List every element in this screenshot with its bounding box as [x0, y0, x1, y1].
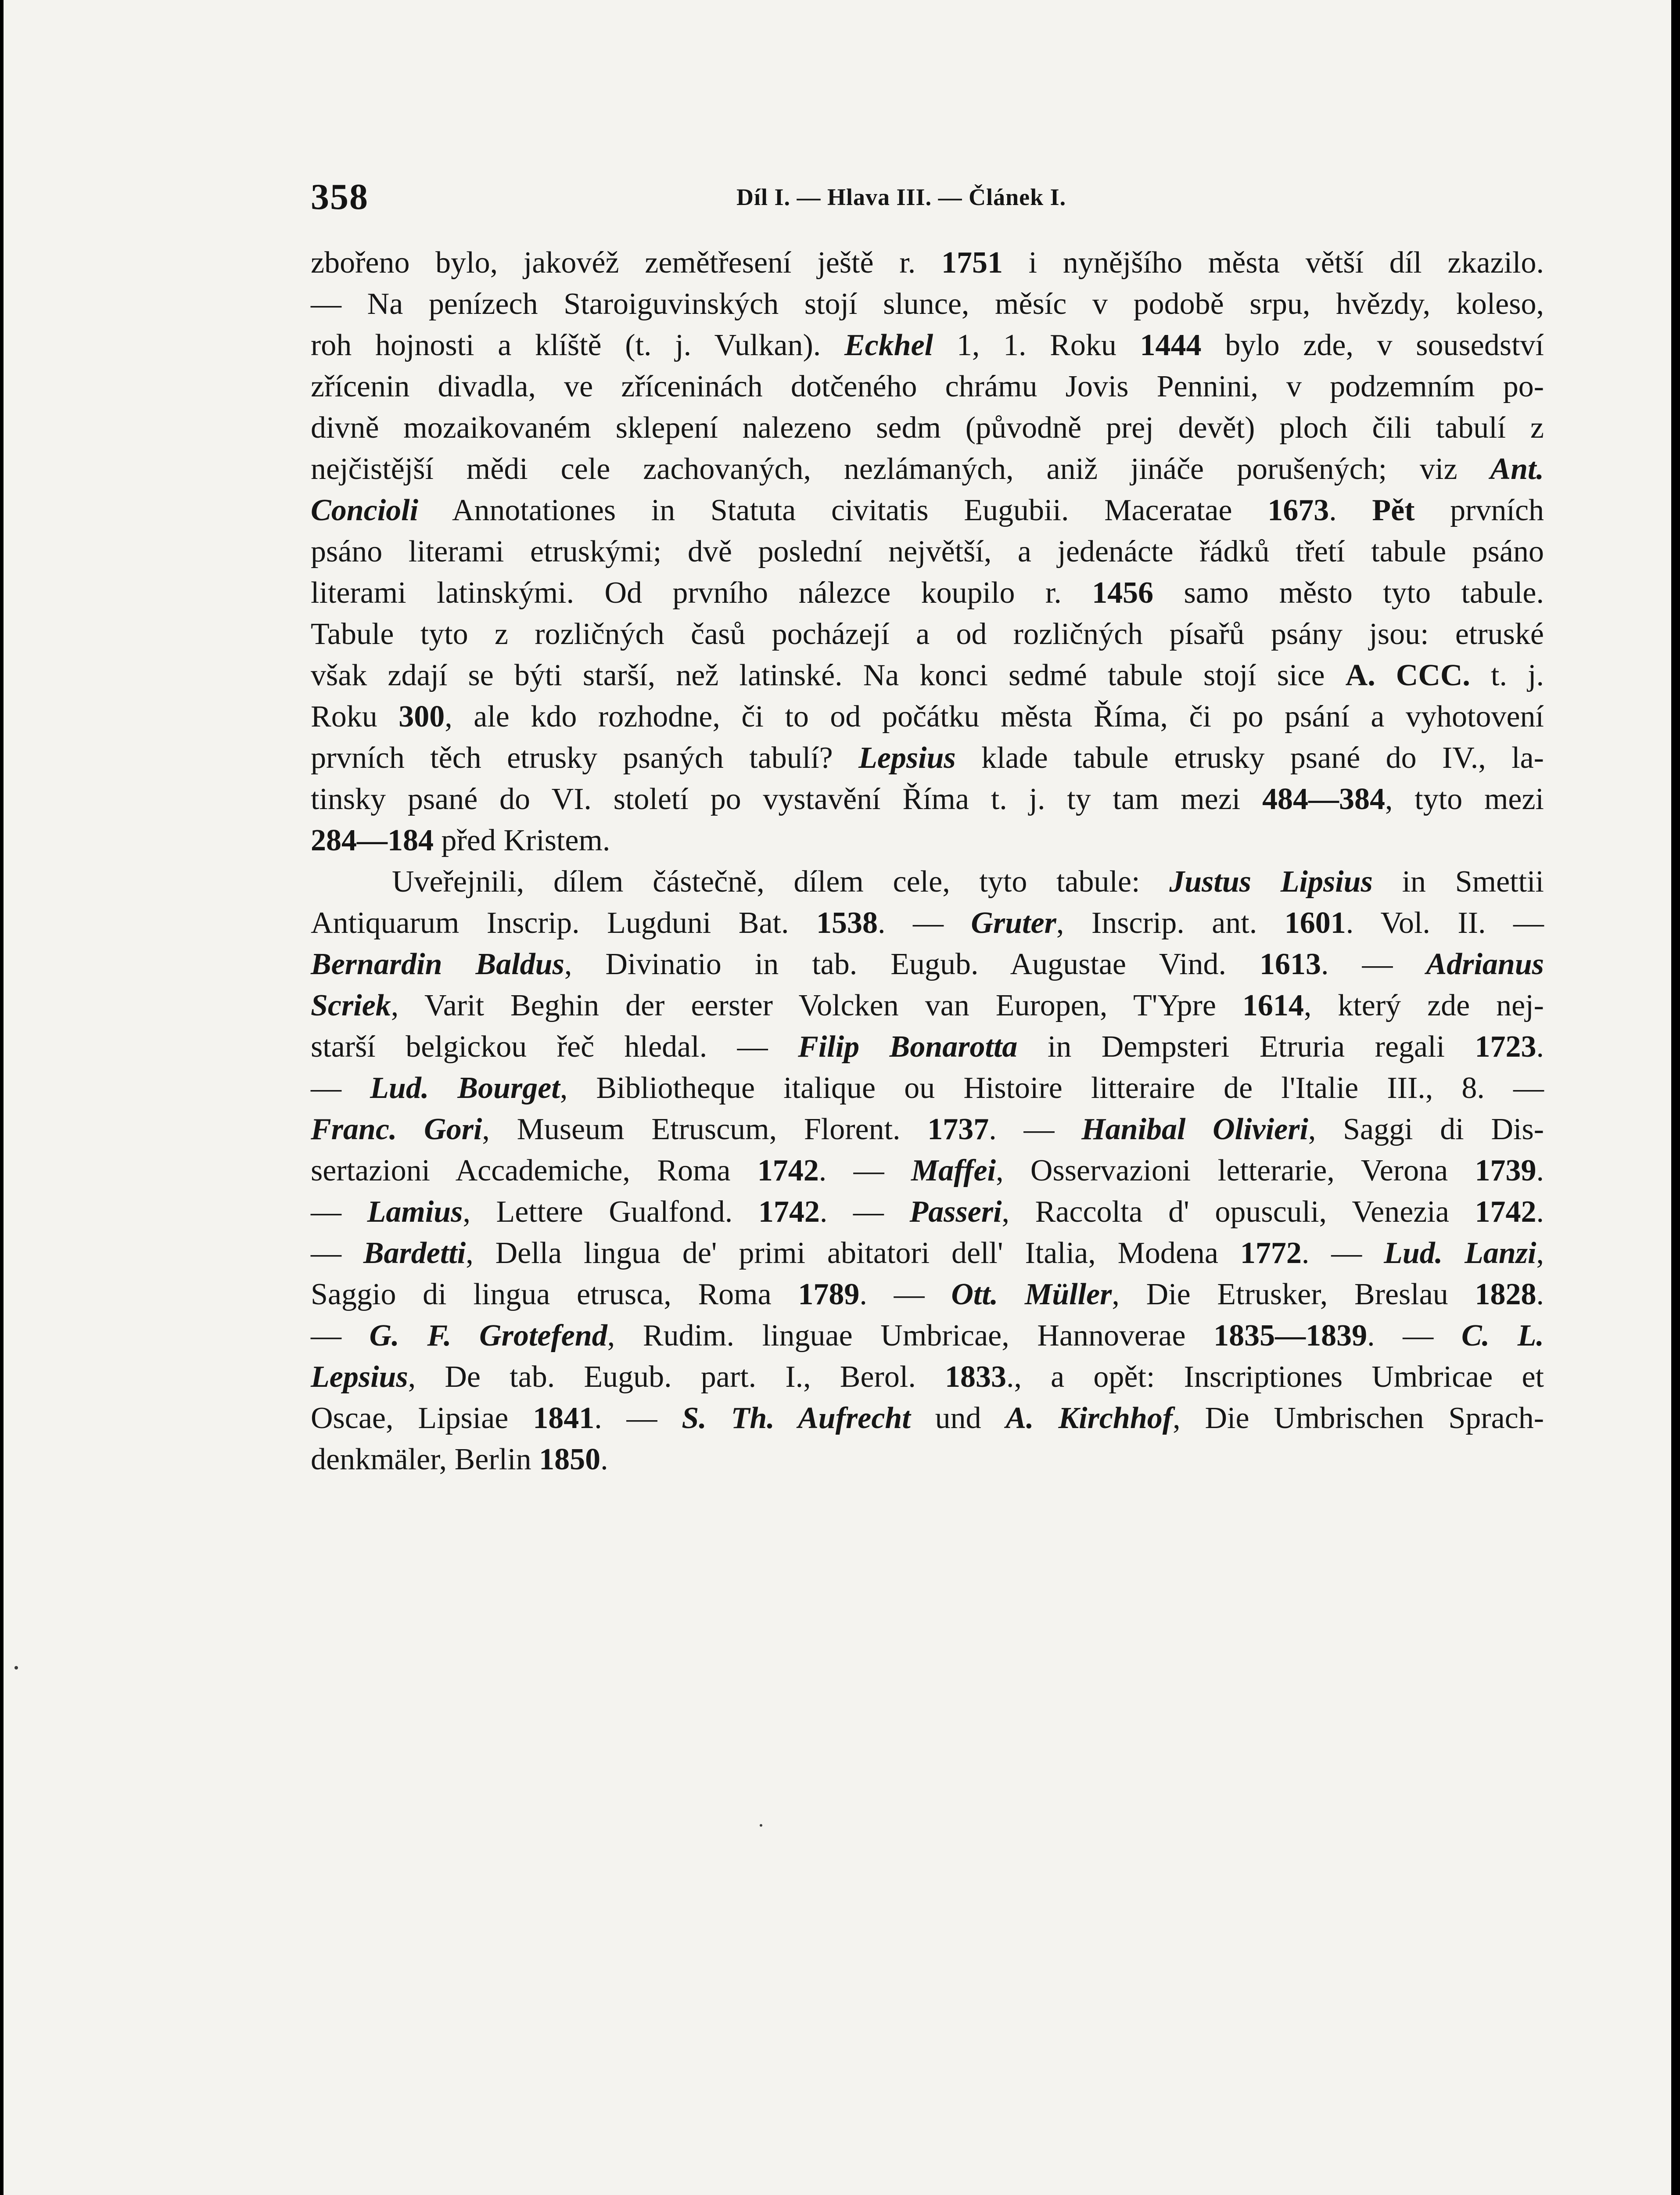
page-header [311, 176, 1544, 224]
author-name: Lud. Lanzi [1384, 1236, 1536, 1270]
text-line: psáno literami etruskými; dvě poslední největší, a jedenácte řádků třetí tabule psáno [311, 535, 1544, 569]
text-line: nejčistější mědi cele zachovaných, nezlámaných, aniž jináče porušených; viz Ant. [311, 452, 1544, 486]
numeral: 1742 [1475, 1195, 1536, 1229]
author-name: Filip Bonarotta [798, 1030, 1018, 1064]
text-line: Antiquarum Inscrip. Lugduni Bat. 1538. — Gruter, Inscrip. ant. 1601. Vol. II. — [311, 906, 1544, 940]
text-line: divně mozaikovaném sklepení nalezeno sedm (původně prej devět) ploch čili tabulí z [311, 411, 1544, 445]
author-name: Lud. Bourget [370, 1071, 560, 1105]
text-line: — G. F. Grotefend, Rudim. linguae Umbricae, Hannoverae 1835—1839. — C. L. [311, 1319, 1544, 1353]
numeral: 300 [398, 700, 445, 734]
numeral: 1833 [945, 1360, 1006, 1394]
margin-speck [14, 1666, 18, 1670]
center-speck [760, 1824, 762, 1827]
author-name: Maffei [911, 1154, 996, 1187]
numeral: 1789 [798, 1277, 860, 1311]
text-line: Lepsius, De tab. Eugub. part. I., Berol. 1833., a opět: Inscriptiones Umbricae et [311, 1360, 1544, 1394]
numeral: 1601 [1284, 906, 1346, 940]
author-name: Bardetti [363, 1236, 466, 1270]
author-name: Lepsius [858, 741, 956, 775]
numeral: 1850 [539, 1443, 601, 1476]
text-line: denkmäler, Berlin 1850. [311, 1443, 608, 1476]
numeral: 1742 [758, 1195, 820, 1229]
page-number: 358 [311, 176, 369, 217]
author-name: Adrianus [1426, 947, 1544, 981]
numeral: 484—384 [1262, 782, 1386, 816]
author-name: S. Th. Aufrecht [682, 1401, 911, 1435]
numeral: 1613 [1260, 947, 1321, 981]
text-line: prvních těch etrusky psaných tabulí? Lepsius klade tabule etrusky psané do IV., la- [311, 741, 1544, 775]
text-line: Bernardin Baldus, Divinatio in tab. Eugub. Augustae Vind. 1613. — Adrianus [311, 947, 1544, 981]
numeral: 1737 [927, 1112, 989, 1146]
text-line: Concioli Annotationes in Statuta civitatis Eugubii. Maceratae 1673. Pět prvních [311, 493, 1544, 527]
author-name: Justus Lipsius [1169, 865, 1373, 899]
author-name: Bernardin Baldus [311, 947, 564, 981]
author-name: Gruter [971, 906, 1056, 940]
text-line: 284—184 před Kristem. [311, 824, 610, 857]
author-name: Concioli [311, 493, 419, 527]
numeral: 1841 [533, 1401, 595, 1435]
numeral: 284—184 [311, 824, 434, 857]
numeral: 1828 [1475, 1277, 1536, 1311]
numeral: 1739 [1475, 1154, 1536, 1187]
author-name: A. Kirchhof [1005, 1401, 1173, 1435]
text-line: starší belgickou řeč hledal. — Filip Bonarotta in Dempsteri Etruria regali 1723. [311, 1030, 1544, 1064]
author-name: Eckhel [844, 328, 933, 362]
author-name: Passeri [909, 1195, 1002, 1229]
numeral: 1444 [1140, 328, 1202, 362]
numeral: Pět [1372, 493, 1415, 527]
text-line: Franc. Gori, Museum Etruscum, Florent. 1737. — Hanibal Olivieri, Saggi di Dis- [311, 1112, 1544, 1146]
text-line: — Lud. Bourget, Bibliotheque italique ou Histoire litteraire de l'Italie III., 8. — [311, 1071, 1544, 1105]
numeral: 1772 [1240, 1236, 1302, 1270]
author-name: Scriek [311, 989, 391, 1022]
book-page [4, 0, 1671, 2195]
text-line: — Bardetti, Della lingua de' primi abitatori dell' Italia, Modena 1772. — Lud. Lanzi, [311, 1236, 1544, 1270]
numeral: 1723 [1475, 1030, 1536, 1064]
author-name: Ott. Müller [951, 1277, 1112, 1311]
text-line: Uveřejnili, dílem částečně, dílem cele, tyto tabule: Justus Lipsius in Smettii [392, 865, 1544, 899]
text-line: Saggio di lingua etrusca, Roma 1789. — Ott. Müller, Die Etrusker, Breslau 1828. [311, 1277, 1544, 1311]
numeral: 1614 [1242, 989, 1304, 1022]
numeral: 1835—1839 [1213, 1319, 1368, 1353]
numeral: 1751 [941, 246, 1003, 280]
author-name: C. L. [1461, 1319, 1544, 1353]
text-line: sertazioni Accademiche, Roma 1742. — Maffei, Osservazioni letterarie, Verona 1739. [311, 1154, 1544, 1187]
text-line: roh hojnosti a klíště (t. j. Vulkan). Eckhel 1, 1. Roku 1444 bylo zde, v sousedství [311, 328, 1544, 362]
numeral: A. CCC. [1345, 658, 1470, 692]
text-line: tinsky psané do VI. století po vystavění Říma t. j. ty tam mezi 484—384, tyto mezi [311, 782, 1544, 816]
text-line: Tabule tyto z rozličných časů pocházejí a od rozličných písařů psány jsou: etruské [311, 617, 1544, 651]
text-line: zřícenin divadla, ve zříceninách dotčeného chrámu Jovis Pennini, v podzemním po- [311, 370, 1544, 403]
numeral: 1538 [816, 906, 878, 940]
text-line: — Lamius, Lettere Gualfond. 1742. — Passeri, Raccolta d' opusculi, Venezia 1742. [311, 1195, 1544, 1229]
text-line: — Na penízech Staroiguvinských stojí slunce, měsíc v podobě srpu, hvězdy, koleso, [311, 287, 1544, 321]
text-line: Roku 300, ale kdo rozhodne, či to od počátku města Říma, či po psání a vyhotovení [311, 700, 1544, 734]
body-text [311, 242, 1544, 1480]
running-head: Díl I. — Hlava III. — Článek I. [736, 184, 1066, 210]
text-line: zbořeno bylo, jakovéž zemětřesení ještě r. 1751 i nynějšího města větší díl zkazilo. [311, 246, 1544, 280]
text-line: Oscae, Lipsiae 1841. — S. Th. Aufrecht und A. Kirchhof, Die Umbrischen Sprach- [311, 1401, 1544, 1435]
author-name: Hanibal Olivieri [1081, 1112, 1308, 1146]
numeral: 1456 [1092, 576, 1154, 610]
author-name: Lamius [367, 1195, 463, 1229]
author-name: Franc. Gori [311, 1112, 482, 1146]
text-line: literami latinskými. Od prvního nálezce koupilo r. 1456 samo město tyto tabule. [311, 576, 1544, 610]
author-name: G. F. Grotefend [369, 1319, 607, 1353]
author-name: Lepsius [311, 1360, 408, 1394]
numeral: 1673 [1267, 493, 1329, 527]
numeral: 1742 [757, 1154, 819, 1187]
author-name: Ant. [1490, 452, 1544, 486]
text-line: však zdají se býti starší, než latinské. Na konci sedmé tabule stojí sice A. CCC. t. j. [311, 658, 1544, 692]
text-line: Scriek, Varit Beghin der eerster Volcken van Europen, T'Ypre 1614, který zde nej- [311, 989, 1544, 1022]
